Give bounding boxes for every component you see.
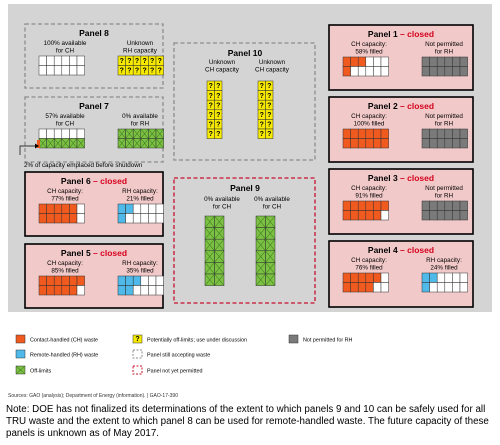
panel6-rh-grid-cell — [156, 204, 164, 214]
legend — [16, 335, 353, 374]
panel4-ch-label: CH capacity: 76% filled — [351, 257, 387, 272]
panel10-left-grid-cell-question-mark: ? — [216, 83, 221, 91]
panel10-right-grid-cell-question-mark: ? — [259, 83, 264, 91]
panel3-title: Panel 3 – closed — [367, 173, 435, 183]
panel1-rh-grid-cell — [437, 67, 445, 77]
panel10-right-label: Unknown CH capacity — [255, 59, 289, 74]
panel5-ch-grid-cell — [47, 286, 55, 296]
panel7-title: Panel 7 — [79, 101, 109, 111]
panel5-ch-grid-cell — [54, 276, 62, 286]
panel5-title: Panel 5 – closed — [60, 248, 128, 258]
panel1-ch-grid-cell — [366, 57, 374, 67]
panel10-left-grid-cell-question-mark: ? — [208, 83, 213, 91]
panel6-rh-grid-cell — [148, 214, 156, 224]
panel3-rh-label: Not permitted for RH — [425, 185, 463, 200]
panel3 — [329, 169, 473, 234]
panel7-ch-grid-cell — [77, 129, 85, 139]
panel2-rh-grid-cell — [430, 139, 438, 149]
panel2-ch-grid-cell — [358, 129, 366, 139]
panel6-rh-grid-cell — [133, 214, 141, 224]
panel5-ch-grid-cell — [54, 286, 62, 296]
panel8-rh-grid-cell-question-mark: ? — [119, 67, 124, 75]
panel3-ch-grid-cell — [358, 201, 366, 211]
panel1-rh-grid-cell — [437, 57, 445, 67]
panel1-rh-grid-cell — [430, 57, 438, 67]
panel5-ch-grid-cell — [77, 276, 85, 286]
panel8-rh-grid-cell-question-mark: ? — [127, 67, 132, 75]
panel5-ch-grid-cell — [62, 286, 70, 296]
panel4-ch-grid-cell — [351, 273, 359, 283]
panel10-right-grid-cell-question-mark: ? — [259, 102, 264, 110]
panel8-ch-grid-cell — [62, 56, 70, 66]
panel3-rh-grid-cell — [460, 211, 468, 221]
panel6-rh-grid-cell — [118, 214, 126, 224]
panel5 — [25, 244, 164, 308]
panel5-rh-grid-cell — [126, 276, 134, 286]
panel2-ch-label: CH capacity: 100% filled — [351, 113, 387, 128]
legend-rh-swatch — [16, 350, 25, 358]
panel4-rh-grid-cell — [452, 273, 460, 283]
panel5-rh-grid-cell — [126, 286, 134, 296]
panel3-ch-grid-cell — [351, 201, 359, 211]
panel8-rh-label: Unknown RH capacity — [123, 40, 157, 55]
panel2-rh-grid-cell — [452, 139, 460, 149]
panel7-ch-grid-cell — [62, 129, 70, 139]
panel2-rh-grid-cell — [430, 129, 438, 139]
panel3-ch-grid-cell — [358, 211, 366, 221]
panel6-rh-grid-cell — [126, 204, 134, 214]
panel10-right-grid-cell-question-mark: ? — [259, 121, 264, 129]
panel4-ch-grid-cell — [343, 273, 351, 283]
panel6-ch-grid-cell — [62, 204, 70, 214]
panel6-ch-label: CH capacity: 77% filled — [47, 188, 83, 203]
panel1-ch-grid-cell — [351, 67, 359, 77]
panel2-rh-label: Not permitted for RH — [425, 113, 463, 128]
panel2-rh-grid-cell — [422, 139, 430, 149]
panel4-rh-label: RH capacity: 24% filled — [426, 257, 462, 272]
panel7-ch-grid-cell — [47, 129, 55, 139]
panel3-rh-grid-cell — [437, 211, 445, 221]
panel4 — [329, 241, 473, 307]
panel10-right-grid-cell-question-mark: ? — [259, 92, 264, 100]
panel1-rh-grid-cell — [460, 67, 468, 77]
panel10-left-grid-cell-question-mark: ? — [208, 121, 213, 129]
panel4-rh-grid-cell — [445, 283, 453, 293]
panel8-rh-grid-cell-question-mark: ? — [150, 58, 155, 66]
panel6-title: Panel 6 – closed — [60, 176, 128, 186]
panel3-rh-grid-cell — [422, 201, 430, 211]
panel5-ch-grid-cell — [77, 286, 85, 296]
panel6-rh-grid-cell — [156, 214, 164, 224]
panel10-right-grid-cell-question-mark: ? — [267, 131, 272, 139]
panel3-ch-grid-cell — [373, 201, 381, 211]
sources-line: Sources: GAO (analysis); Department of Energy (information). | GAO-17-390 — [8, 393, 178, 399]
panel5-rh-grid-cell — [156, 286, 164, 296]
panel3-ch-grid-cell — [351, 211, 359, 221]
panel1-rh-grid-cell — [452, 57, 460, 67]
panel7-ch-grid-cell — [69, 129, 77, 139]
panel1-rh-grid-cell — [452, 67, 460, 77]
panel2-rh-grid-cell — [445, 129, 453, 139]
legend-notyet-label: Panel not yet permitted — [147, 368, 203, 375]
panel8-rh-grid-cell-question-mark: ? — [119, 58, 124, 66]
panel10-right-grid-cell-question-mark: ? — [267, 83, 272, 91]
panel5-rh-grid-cell — [141, 286, 149, 296]
panel6-ch-grid-cell — [39, 214, 47, 224]
panel8-rh-grid-cell-question-mark: ? — [150, 67, 155, 75]
panel6-rh-grid-cell — [118, 204, 126, 214]
panel2-ch-grid-cell — [343, 139, 351, 149]
panel2-ch-grid-cell — [351, 139, 359, 149]
panel1-rh-grid-cell — [460, 57, 468, 67]
panel4-rh-grid-cell — [445, 273, 453, 283]
panel10-left-grid-cell-question-mark: ? — [216, 131, 221, 139]
panel6-rh-grid-cell — [141, 204, 149, 214]
panel1-ch-grid-cell — [381, 67, 389, 77]
panel7-callout-text: 2% of capacity emplaced before shutdown — [24, 162, 143, 169]
panel7-ch-grid-cell — [54, 129, 62, 139]
panel10-title: Panel 10 — [227, 48, 263, 58]
panel5-ch-grid-cell — [47, 276, 55, 286]
legend-accepting-label: Panel still accepting waste — [147, 352, 211, 359]
panel6 — [25, 172, 164, 236]
panel1-rh-grid-cell — [445, 67, 453, 77]
panel6-rh-grid-cell — [133, 204, 141, 214]
panel5-rh-label: RH capacity: 35% filled — [122, 260, 158, 275]
panel2-ch-grid-cell — [373, 139, 381, 149]
panel8-ch-grid-cell — [54, 66, 62, 76]
panel10-left-grid-cell-question-mark: ? — [208, 102, 213, 110]
panel10-right-grid-cell-question-mark: ? — [267, 92, 272, 100]
panel6-rh-grid-cell — [126, 214, 134, 224]
panel10-right-grid-cell-question-mark: ? — [267, 121, 272, 129]
panel6-ch-grid-cell — [54, 214, 62, 224]
panel1-rh-grid-cell — [422, 67, 430, 77]
panel5-rh-grid-cell — [156, 276, 164, 286]
panel7-ch-label: 57% available for CH — [45, 113, 85, 128]
panel1-rh-grid-cell — [430, 67, 438, 77]
panel4-rh-grid-cell — [422, 283, 430, 293]
panel8-rh-grid-cell-question-mark: ? — [134, 58, 140, 66]
panel1-ch-grid-cell — [373, 57, 381, 67]
panel6-rh-grid-cell — [141, 214, 149, 224]
panel4-ch-grid-cell — [366, 283, 374, 293]
panel8-rh-grid-cell-question-mark: ? — [142, 58, 147, 66]
panel10-left-grid-cell-question-mark: ? — [216, 102, 221, 110]
panel6-rh-label: RH capacity: 21% filled — [122, 188, 158, 203]
panel5-rh-grid-cell — [133, 276, 141, 286]
panel1-ch-grid-cell — [343, 67, 351, 77]
panel8-ch-grid-cell — [77, 56, 85, 66]
panel8-rh-grid-cell-question-mark: ? — [127, 58, 132, 66]
panel2-ch-grid-cell — [381, 129, 389, 139]
panel8-ch-grid-cell — [39, 56, 47, 66]
panel3-ch-grid-cell — [343, 201, 351, 211]
panel2-ch-grid-cell — [373, 129, 381, 139]
panel2-ch-grid-cell — [343, 129, 351, 139]
footnote: Note: DOE has not finalized its determinations of the extent to which panels 9 and 10 can be safely used for all TRU waste and the extent to which panel 8 can be used for remote-handled waste. The future capacity of these panels is unknown as of May 2017. — [6, 404, 489, 439]
panel1-ch-grid-cell — [343, 57, 351, 67]
panel2-rh-grid-cell — [422, 129, 430, 139]
panel4-rh-grid-cell — [437, 273, 445, 283]
panel3-ch-grid-cell — [343, 211, 351, 221]
panel4-ch-grid-cell — [381, 283, 389, 293]
panel1-ch-label: CH capacity: 58% filled — [351, 41, 387, 56]
panel1-rh-grid-cell — [445, 57, 453, 67]
panel9-right-label: 0% available for CH — [254, 196, 290, 211]
panel3-rh-grid-cell — [445, 201, 453, 211]
panel4-ch-grid-cell — [343, 283, 351, 293]
panel4-ch-grid-cell — [373, 283, 381, 293]
panel8-rh-grid-cell-question-mark: ? — [157, 58, 162, 66]
panel1-ch-grid-cell — [358, 57, 366, 67]
panel5-ch-grid-cell — [62, 276, 70, 286]
panel8-ch-grid-cell — [62, 66, 70, 76]
panel6-ch-grid-cell — [77, 214, 85, 224]
panel9-left-label: 0% available for CH — [204, 196, 240, 211]
panel10-left-grid-cell-question-mark: ? — [216, 92, 221, 100]
panel1-ch-grid-cell — [381, 57, 389, 67]
panel10-right-grid-cell-question-mark: ? — [259, 131, 264, 139]
panel4-ch-grid-cell — [358, 273, 366, 283]
panel4-ch-grid-cell — [351, 283, 359, 293]
legend-notpermitted-swatch — [289, 335, 298, 343]
panel2-rh-grid-cell — [437, 129, 445, 139]
panel8-ch-label: 100% available for CH — [43, 40, 87, 55]
panel8-ch-grid-cell — [47, 66, 55, 76]
panel3-ch-grid-cell — [366, 201, 374, 211]
panel1 — [329, 25, 473, 90]
panel4-rh-grid-cell — [430, 273, 438, 283]
panel4-rh-grid-cell — [437, 283, 445, 293]
legend-ch-swatch — [16, 335, 25, 343]
panel2 — [329, 97, 473, 162]
panel10-left-grid-cell-question-mark: ? — [216, 121, 221, 129]
panel6-ch-grid-cell — [77, 204, 85, 214]
panel1-rh-grid-cell — [422, 57, 430, 67]
panel4-rh-grid-cell — [430, 283, 438, 293]
panel6-rh-grid-cell — [148, 204, 156, 214]
panel6-ch-grid-cell — [47, 204, 55, 214]
legend-ch-label: Contact-handled (CH) waste — [30, 337, 99, 344]
panel10-right-grid-cell-question-mark: ? — [259, 112, 264, 119]
legend-potential-label: Potentially off-limits; use under discussion — [147, 337, 247, 344]
panel8-ch-grid-cell — [69, 56, 77, 66]
panel8-rh-grid-cell-question-mark: ? — [142, 67, 147, 75]
panel5-ch-grid-cell — [39, 276, 47, 286]
panel8-title: Panel 8 — [79, 28, 109, 38]
legend-potential-swatch-question-mark: ? — [135, 336, 140, 343]
panel3-rh-grid-cell — [430, 201, 438, 211]
legend-notpermitted-label: Not permitted for RH — [303, 337, 353, 344]
panel8-ch-grid-cell — [77, 66, 85, 76]
panel5-rh-grid-cell — [118, 286, 126, 296]
panel5-ch-grid-cell — [69, 286, 77, 296]
panel3-ch-grid-cell — [381, 211, 389, 221]
panel3-ch-grid-cell — [366, 211, 374, 221]
panel8-ch-grid-cell — [54, 56, 62, 66]
panel5-rh-grid-cell — [148, 286, 156, 296]
panel3-ch-grid-cell — [381, 201, 389, 211]
panel2-ch-grid-cell — [366, 139, 374, 149]
panel4-ch-grid-cell — [373, 273, 381, 283]
panel3-ch-label: CH capacity: 91% filled — [351, 185, 387, 200]
panel10-left-grid-cell-question-mark: ? — [208, 92, 213, 100]
panel7-rh-label: 0% available for RH — [122, 113, 158, 128]
panel5-ch-grid-cell — [39, 286, 47, 296]
panel6-ch-grid-cell — [39, 204, 47, 214]
legend-notyet-swatch — [133, 366, 142, 374]
panel10-left-label: Unknown CH capacity — [205, 59, 239, 74]
panel2-rh-grid-cell — [460, 139, 468, 149]
panel6-ch-grid-cell — [69, 214, 77, 224]
panel5-rh-grid-cell — [133, 286, 141, 296]
panel8-rh-grid-cell-question-mark: ? — [157, 67, 162, 75]
panel5-ch-grid-cell — [69, 276, 77, 286]
legend-accepting-swatch — [133, 350, 142, 358]
panel4-ch-grid-cell — [381, 273, 389, 283]
panel2-ch-grid-cell — [351, 129, 359, 139]
panel2-rh-grid-cell — [445, 139, 453, 149]
legend-rh-label: Remote-handled (RH) waste — [30, 352, 99, 359]
panel2-rh-grid-cell — [460, 129, 468, 139]
panel4-rh-grid-cell — [460, 273, 468, 283]
panel1-ch-grid-cell — [358, 67, 366, 77]
panel2-ch-grid-cell — [381, 139, 389, 149]
panel1-title: Panel 1 – closed — [367, 29, 435, 39]
panel3-rh-grid-cell — [460, 201, 468, 211]
panel1-ch-grid-cell — [366, 67, 374, 77]
panel3-rh-grid-cell — [422, 211, 430, 221]
panel5-rh-grid-cell — [118, 276, 126, 286]
panel8-ch-grid-cell — [39, 66, 47, 76]
panel3-rh-grid-cell — [445, 211, 453, 221]
panel10-left-grid-cell-question-mark: ? — [208, 112, 213, 119]
panel2-title: Panel 2 – closed — [367, 101, 435, 111]
panel3-rh-grid-cell — [452, 211, 460, 221]
panel4-ch-grid-cell — [366, 273, 374, 283]
panel6-ch-grid-cell — [69, 204, 77, 214]
panel2-ch-grid-cell — [358, 139, 366, 149]
panel10-right-grid-cell-question-mark: ? — [267, 112, 272, 119]
panel3-rh-grid-cell — [430, 211, 438, 221]
panel6-ch-grid-cell — [47, 214, 55, 224]
panel8-rh-grid-cell-question-mark: ? — [134, 67, 140, 75]
panel1-rh-label: Not permitted for RH — [425, 41, 463, 56]
panel2-rh-grid-cell — [437, 139, 445, 149]
legend-offlimits-label: Off-limits — [30, 368, 52, 375]
panel1-ch-grid-cell — [373, 67, 381, 77]
panel5-rh-grid-cell — [148, 276, 156, 286]
panel3-ch-grid-cell — [373, 211, 381, 221]
panel4-title: Panel 4 – closed — [367, 245, 435, 255]
panel3-rh-grid-cell — [437, 201, 445, 211]
panel4-rh-grid-cell — [422, 273, 430, 283]
panel10-right-grid-cell-question-mark: ? — [267, 102, 272, 110]
panel1-ch-grid-cell — [351, 57, 359, 67]
panel6-ch-grid-cell — [54, 204, 62, 214]
panel5-rh-grid-cell — [141, 276, 149, 286]
panel6-ch-grid-cell — [62, 214, 70, 224]
panel9-title: Panel 9 — [230, 183, 260, 193]
panel5-ch-label: CH capacity: 85% filled — [47, 260, 83, 275]
panel10-left-grid-cell-question-mark: ? — [216, 112, 221, 119]
panel3-rh-grid-cell — [452, 201, 460, 211]
panel2-rh-grid-cell — [452, 129, 460, 139]
panel8-ch-grid-cell — [69, 66, 77, 76]
panel4-ch-grid-cell — [358, 283, 366, 293]
panel10-left-grid-cell-question-mark: ? — [208, 131, 213, 139]
panel7-ch-grid-cell — [39, 129, 47, 139]
panel2-ch-grid-cell — [366, 129, 374, 139]
panel4-rh-grid-cell — [452, 283, 460, 293]
panel4-rh-grid-cell — [460, 283, 468, 293]
panel8-ch-grid-cell — [47, 56, 55, 66]
